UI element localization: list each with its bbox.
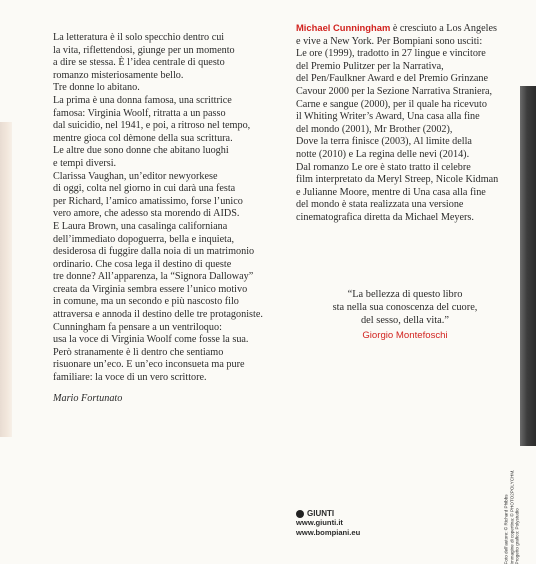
author-bio-column bbox=[296, 22, 518, 225]
quote-author: Giorgio Montefoschi bbox=[362, 330, 448, 341]
photo-credits-text: Foto dell’autore: © Richard Phibbs Immagine di copertina: © PHOTO2POLYCHM. Progetto grafico: Polystudio bbox=[503, 469, 520, 564]
publisher-logo bbox=[296, 509, 360, 518]
review-quote bbox=[290, 288, 520, 342]
publisher-block bbox=[296, 509, 360, 538]
quote-text: “La bellezza di questo libro sta nella sua conoscenza del cuore, del sesso, della vita.” bbox=[332, 289, 478, 326]
publisher-logo-text: GIUNTI bbox=[307, 509, 335, 518]
synopsis-text: La letteratura è il solo specchio dentro cui la vita, riflettendosi, giunge per un momento a dire se stessa. È l’idea centrale di questo romanzo misteriosamente bello. Tre donne lo abitano. La prima è una donna famosa, una scrittrice famosa: Virginia Woolf, ritratta a un passo dal suicidio, nel 1941, e poi, a ritroso nel tempo, mentre gioca col dèmone della sua scrittura. Le altre due sono donne che abitano luoghi e tempi diversi. Clarissa Vaughan, un’editor newyorkese di oggi, colta nel giorno in cui darà una festa per Richard, l’amico amatissimo, forse l’unico vero amore, che adesso sta morendo di AIDS. E Laura Brown, una casalinga californiana dell’immediato dopoguerra, bella e inquieta, desiderosa di fuggire dalla noia di un matrimonio ordinario. Che cosa lega il destino di queste tre donne? All’apparenza, la “Signora Dalloway” creata da Virginia sembra essere l’unico motivo in comune, ma un secondo e più nascosto filo attraversa e annoda il destino delle tre protagoniste. Cunningham fa pensare a un ventriloquo: usa la voce di Virginia Woolf come fosse la sua. Però stranamente è lì dentro che sentiamo risuonare un’eco. E un’eco inconsueta ma pure familiare: la voce di un vero scrittore. bbox=[53, 32, 263, 384]
photo-credits bbox=[492, 469, 532, 564]
publisher-url-giunti[interactable]: www.giunti.it bbox=[296, 518, 343, 527]
author-bio-text: è cresciuto a Los Angeles e vive a New York. Per Bompiani sono usciti: Le ore (1999), tradotto in 27 lingue e vincitore del Premio Pulitzer per la Narrativa, del Pen/Faulkner Award e del Premio Grinzane Cavour 2000 per la Sezione Narrativa Straniera, Carne e sangue (2000), per il quale ha ricevuto il Whiting Writer’s Award, Una casa alla fine del mondo (2001), Mr Brother (2002), Dove la terra finisce (2003), Al limite della notte (2010) e La regina delle nevi (2014). Dal romanzo Le ore è stato tratto il celebre film interpretato da Meryl Streep, Nicole Kidman e Julianne Moore, mentre di Una casa alla fine del mondo è stata realizzata una versione cinematografica diretta da Michael Meyers. bbox=[296, 23, 499, 223]
cover-photo-edge-left bbox=[0, 122, 12, 437]
synopsis-column bbox=[53, 32, 293, 405]
author-name: Michael Cunningham bbox=[296, 22, 391, 33]
synopsis-signature: Mario Fortunato bbox=[53, 392, 123, 404]
publisher-url-bompiani[interactable]: www.bompiani.eu bbox=[296, 528, 361, 537]
cover-photo-edge-right bbox=[520, 86, 536, 446]
publisher-logo-icon bbox=[296, 510, 304, 518]
author-bio bbox=[296, 22, 518, 225]
